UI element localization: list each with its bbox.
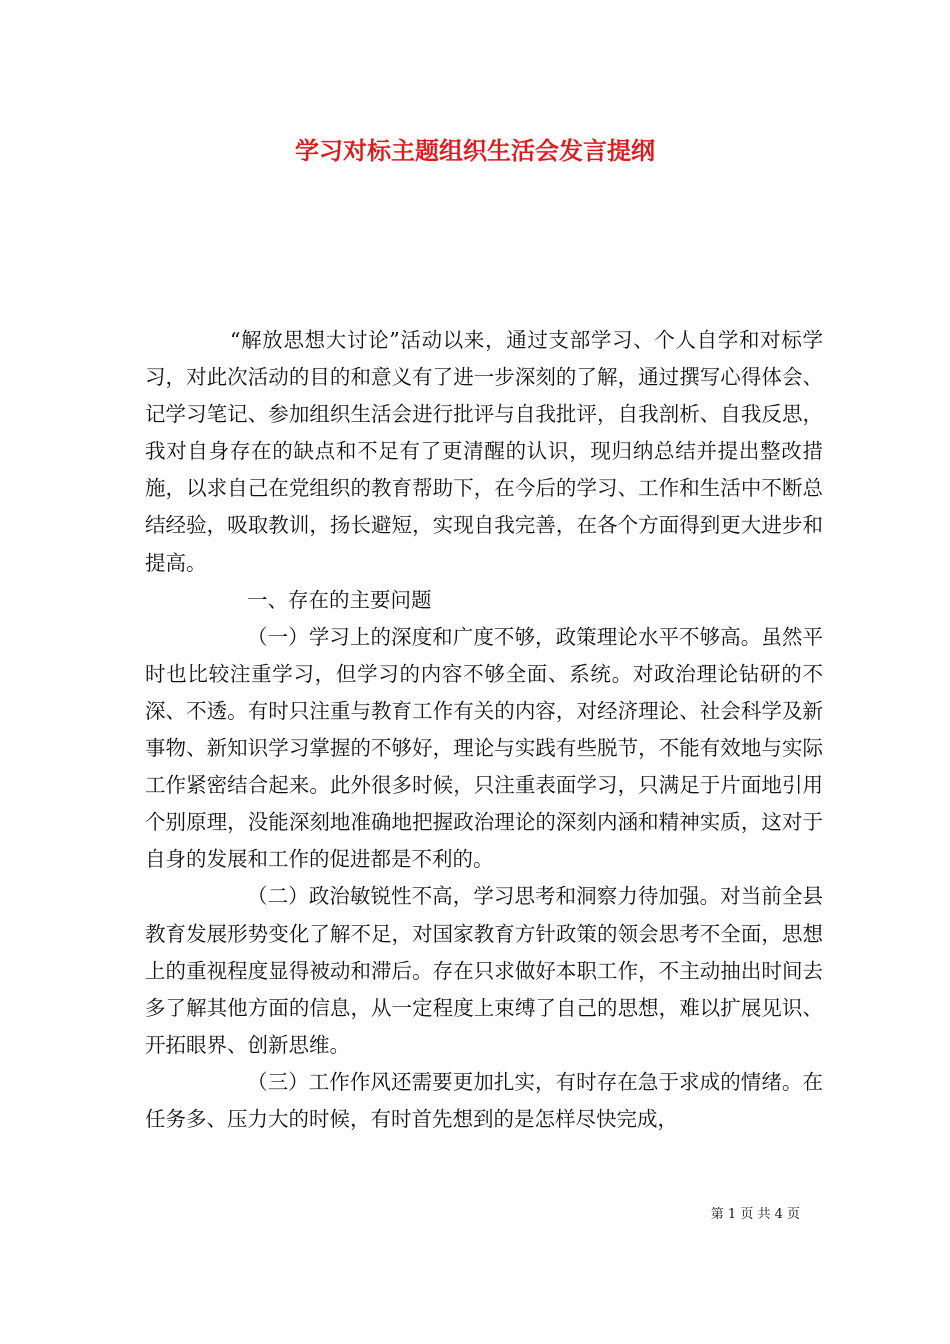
section-heading: 一、存在的主要问题 (247, 587, 432, 612)
item-paragraph-2: （二）政治敏锐性不高，学习思考和洞察力待加强。对当前全县教育发展形势变化了解不足，对国家教育方针政策的领会思考不全面，思想上的重视程度显得被动和滞后。存在只求做好本职工作，不主动抽出时间去多了解其他方面的信息，从一定程度上束缚了自己的思想，难以扩展见识、开拓眼界、创新思维。 (145, 884, 823, 1057)
document-title: 学习对标主题组织生活会发言提纲 (295, 136, 655, 165)
document-body (145, 322, 823, 1138)
item-paragraph-3: （三）工作作风还需要更加扎实，有时存在急于求成的情绪。在任务多、压力大的时候，有时首先想到的是怎样尽快完成， (145, 1069, 823, 1131)
item-paragraph-1: （一）学习上的深度和广度不够，政策理论水平不够高。虽然平时也比较注重学习，但学习的内容不够全面、系统。对政治理论钻研的不深、不透。有时只注重与教育工作有关的内容，对经济理论、社会科学及新事物、新知识学习掌握的不够好，理论与实践有些脱节，不能有效地与实际工作紧密结合起来。此外很多时候，只注重表面学习，只满足于片面地引用个别原理，没能深刻地准确地把握政治理论的深刻内涵和精神实质，这对于自身的发展和工作的促进都是不利的。 (145, 624, 823, 872)
page-number-footer: 第 1 页 共 4 页 (710, 1207, 800, 1222)
intro-paragraph: “解放思想大讨论”活动以来，通过支部学习、个人自学和对标学习，对此次活动的目的和意义有了进一步深刻的了解，通过撰写心得体会、记学习笔记、参加组织生活会进行批评与自我批评，自我剖析、自我反思，我对自身存在的缺点和不足有了更清醒的认识，现归纳总结并提出整改措施，以求自己在党组织的教育帮助下，在今后的学习、工作和生活中不断总结经验，吸取教训，扬长避短，实现自我完善，在各个方面得到更大进步和提高。 (145, 328, 823, 575)
